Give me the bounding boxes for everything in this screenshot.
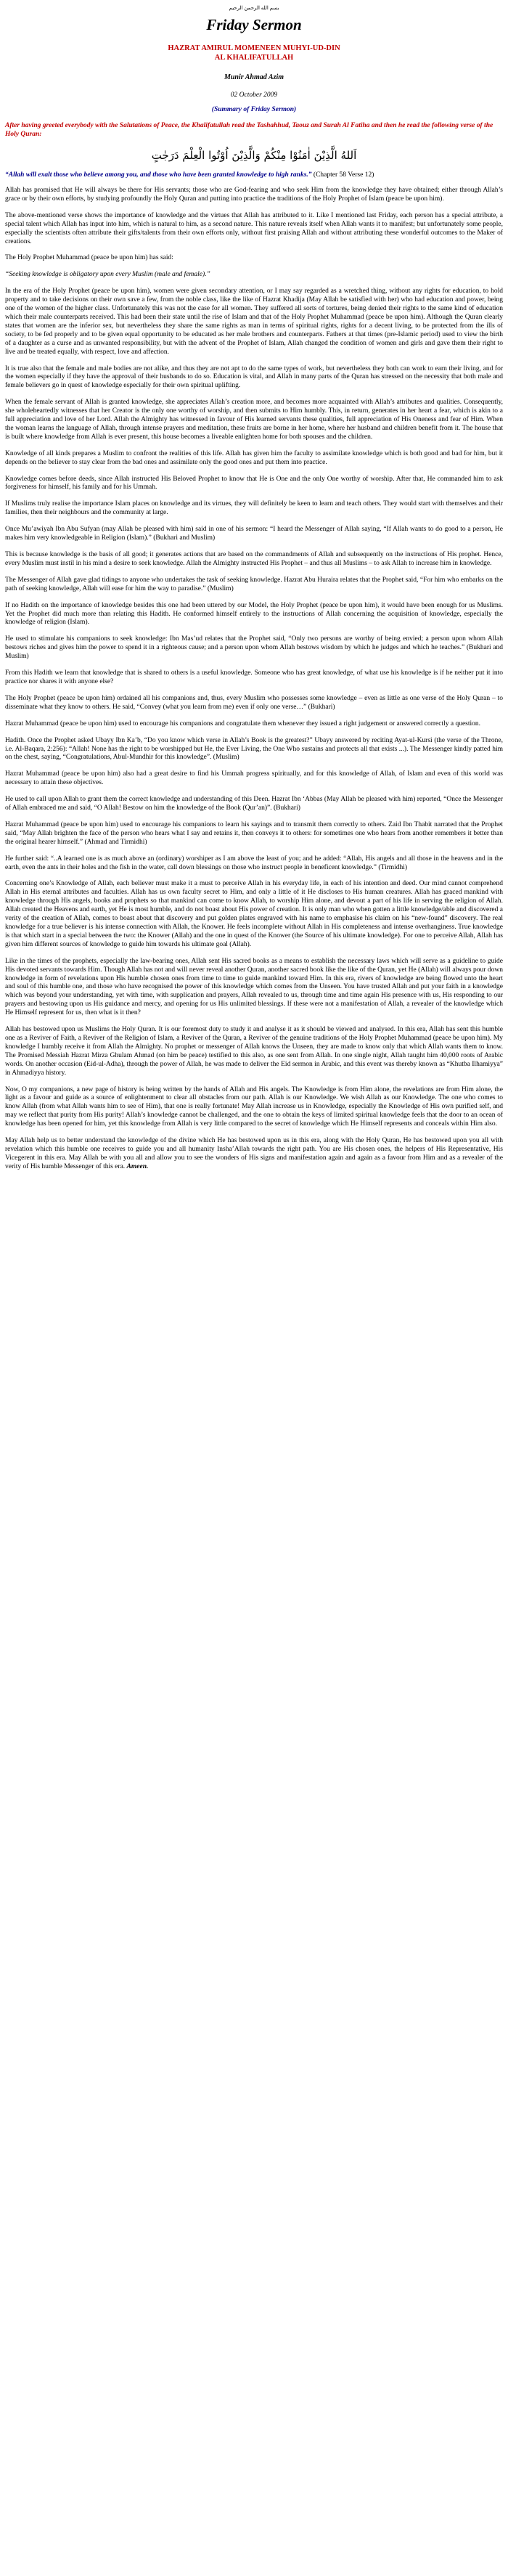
sermon-paragraph xyxy=(5,855,503,873)
sermon-paragraph xyxy=(5,476,503,493)
sermon-paragraph xyxy=(5,450,503,468)
sermon-paragraph xyxy=(5,880,503,949)
paragraph-text: Now, O my companions, a new page of history is being written by the hands of Allah and His angels. The Knowledge is from Him alone, the revelations are from Him alone, the light as a favour and guide as a source of enlightenment to clear all obstacles from our path. Allah is our Knowledge. We wish Allah as our Knowledge. The one who comes to know Allah (from what Allah wants him to see of Him), that one is really fortunate! May Allah increase us in Knowledge, especially the Knowledge of His own purified self, and may we reflect that purity from His purity! Allah’s knowledge cannot be challenged, and the one to obtain the keys of limited spiritual knowledge feels that the door to an ocean of knowledge has been opened for him, yet this knowledge from Allah is very little compared to the secret of knowledge which He Himself represents and conceals within Him also. xyxy=(5,1085,503,1128)
intro-paragraph: After having greeted everybody with the Salutations of Peace, the Khalifatullah read the Tashahhud, Taouz and Surah Al Fatiha and then he read the following verse of the Holy Quran: xyxy=(5,122,493,138)
paragraph-text: Allah has bestowed upon us Muslims the Holy Quran. It is our foremost duty to study it and analyse it as it should be viewed and analysed. In this era, Allah has sent this humble one as a Reviver of Faith, a Reviver of the Religion of Islam, a Reviver of the Quran, a Reviver of the genuine traditions of the Holy Prophet Muhammad (peace be upon him). My knowledge I humbly receive it from Allah the Almighty. No prophet or messenger of Allah knows the Unseen, they are made to know only that which Allah wants them to know. The Promised Messiah Hazrat Mirza Ghulam Ahmad (on him be peace) testified to this also, as one sent from Allah. In one single night, Allah taught him 40,000 roots of Arabic words. On another occasion (Eid-ul-Adha), through the power of Allah, he was made to deliver the Eid sermon in Arabic, and this event was thereby known as “Khutba Ilhamiyya” in Ahmadiyya history. xyxy=(5,1026,503,1077)
sermon-paragraph xyxy=(5,365,503,391)
sermon-paragraph xyxy=(5,500,503,518)
paragraph-text: Knowledge of all kinds prepares a Muslim to confront the realities of this life. Allah has given him the faculty to assimilate knowledge which is both good and bad for him, but it depends on the believer to stay clear from the bad ones and assimilate only the good ones and put them into practice. xyxy=(5,449,503,466)
paragraph-text: The above-mentioned verse shows the importance of knowledge and the virtues that Allah has attributed to it. Like I mentioned last Friday, each person has a special attribute, a special talent which Allah has input into him, which is natural to him, as a second nature. This nature reveals itself when Allah wants it to manifest; but unfortunately some people, especially the scientists often attribute their gifts/talents from their own efforts only, without first praising Allah and without attributing these wonderful outcomes to the Maker of creations. xyxy=(5,211,503,245)
paragraph-text: Knowledge comes before deeds, since Allah instructed His Beloved Prophet to know that He is One and the only One worthy of worship. After that, He commanded him to ask forgiveness for himself, his family and for his Ummah. xyxy=(5,475,503,492)
paragraph-text: The Holy Prophet (peace be upon him) ordained all his companions and, thus, every Muslim who possesses some knowledge – even as little as one verse of the Holy Quran – to disseminate what they know to others. He said, “Convey (what you learn from me) even if only one verse…” (Bukhari) xyxy=(5,694,503,711)
paragraph-text: This is because knowledge is the basis of all good; it generates actions that are based on the commandments of Allah and subsequently on the instructions of His prophet. Hence, every Muslim must instil in his mind a desire to seek knowledge. Allah the Almighty instructed His Prophet – and thus all Muslims – to ask Allah to increase him in knowledge. xyxy=(5,551,503,567)
bismillah: بسم الله الرحمن الرحيم xyxy=(229,5,279,11)
paragraph-text: May Allah help us to better understand the knowledge of the divine which He has bestowed upon us in this era, along with the Holy Quran, He has bestowed upon you all with revelation which this humble one receives to guide you and all humanity Insha’Allah towards the right path. You are His chosen ones, the helpers of His Representative, His Vicegerent in this era. May Allah be with you all and allow you to see the wonders of His signs and manifestation again and again as a favour from Him and as a revealer of the verity of His humble Messenger of this era. xyxy=(5,1137,503,1170)
paragraph-text: Hazrat Muhammad (peace be upon him) also had a great desire to find his Ummah progress spiritually, and for this knowledge of Allah, of Islam and even of this world was necessary to attain these objectives. xyxy=(5,770,503,787)
sermon-page xyxy=(5,0,503,1172)
subtitle-line-1: HAZRAT AMIRUL MOMENEEN MUHYI-UD-DIN xyxy=(168,44,340,52)
author-name: Munir Ahmad Azim xyxy=(224,73,284,81)
sermon-paragraph xyxy=(5,669,503,687)
sermon-paragraph xyxy=(5,551,503,568)
sermon-paragraph xyxy=(5,288,503,356)
sermon-paragraph xyxy=(5,796,503,813)
paragraph-text: Hazrat Muhammad (peace be upon him) used to encourage his companions and congratulate them whenever they issued a right judgement or answered correctly a question. xyxy=(5,720,481,727)
sermon-paragraph xyxy=(5,1086,503,1130)
subtitle-line-2: AL KHALIFATULLAH xyxy=(214,54,294,62)
sermon-paragraph xyxy=(5,271,503,280)
paragraph-text: Concerning one’s Knowledge of Allah, each believer must make it a must to perceive Allah in his everyday life, in each of his intention and deed. Our mind cannot comprehend Allah in His eternal attributes and faculties. Allah has us own faculty secret to Him, and only a little of it He discloses to His human creatures. Allah has graced mankind with knowledge through His angels, books and prophets so that mankind can come to know Allah, to worship Him alone, and devout a part of his life in serving the religion of Allah. Allah created the Heavens and earth, yet He is most humble, and do not boast about His power of creation. It is only man who when gotten a little knowledge/able and discovered a verity of the creation of Allah, comes to boast about that discovery and put golden plates engraved with his name to emphasise his claim on his “new-found” discovery. The real knowledge for a true believer is his intense connection with Allah, the Knower. He feels incomplete without Allah in His completeness and intense overhanginess. True knowledge is that which start in a special between the two: the Knower (Allah) and the one in quest of the Knower (the Source of his ultimate knowledge). For one to perceive Allah, Allah has given him different sources of knowledge to guide him towards his ultimate goal (Allah). xyxy=(5,880,503,948)
sermon-paragraph xyxy=(5,576,503,594)
verse-translation xyxy=(5,171,503,179)
verse-reference: (Chapter 58 Verse 12) xyxy=(311,171,374,179)
paragraph-text: If Muslims truly realise the importance Islam places on knowledge and its virtues, they will definitely be keen to learn and teach others. They would start with themselves and their families, then their neighbours and the community at large. xyxy=(5,500,503,517)
sermon-paragraph xyxy=(5,635,503,661)
summary-label: (Summary of Friday Sermon) xyxy=(211,106,297,113)
arabic-verse: اَللهُ الَّذِيْنَ اٰمَنُوْا مِنْكُمْ وَالَّذِيْنَ اُوْتُوا الْعِلْمَ دَرَجٰتٍ xyxy=(151,149,357,162)
paragraph-text: In the era of the Holy Prophet (peace be upon him), women were given secondary attention, or I may say regarded as a wretched thing, without any rights for education, to hold property and to take decisions on their own save a few, from the noble class, like the like of Hazrat Khadija (May Allah be satisfied with her) who had education and power, being one of the women of the higher class. Unfortunately this was not the case for all women. They suffered all sorts of tortures, being denied their rights to the same kind of education which their male counterparts received. This had been their state until the rise of Islam and that of the Holy Prophet Muhammad (peace be upon him). Although the Quran clearly states that women are the inferior sex, but nevertheless they share the same rights as man in terms of spiritual rights, rights for a decent living, to be protected from the ills of society, to be fed properly and to be given equal opportunity to be educated as her male brothers and counterparts. Fathers at that times (pre-Islamic period) used to view the birth of a daughter as a curse and as unwanted responsibility, but with the advent of the Prophet of Islam, Allah changed the condition of women and girls and gave them their right to live and be treated equally, with respect, love and affection. xyxy=(5,288,503,356)
sermon-paragraph xyxy=(5,695,503,712)
sermon-body xyxy=(5,187,503,1172)
sermon-paragraph xyxy=(5,770,503,788)
sermon-paragraph xyxy=(5,187,503,204)
paragraph-text: “Seeking knowledge is obligatory upon every Muslim (male and female).” xyxy=(5,271,210,279)
sermon-paragraph xyxy=(5,958,503,1018)
paragraph-text: It is true also that the female and male bodies are not alike, and thus they are not apt to do the same types of work, but nevertheless they both can work to earn their living, and for the women especially if they have the approval of their husbands to do so. Education is vital, and Allah in many parts of the Quran has stressed on the necessity that both male and female believers go in quest of knowledge especially for their own spiritual uplifting. xyxy=(5,364,503,390)
amen-text: Ameen. xyxy=(126,1162,149,1170)
sermon-paragraph xyxy=(5,821,503,847)
paragraph-text: Like in the times of the prophets, especially the law-bearing ones, Allah sent His sacred books as a means to establish the necessary laws which will serve as a guideline to guide His devoted servants towards Him. Though Allah has not and will never reveal another Quran, another sacred book like the like of the Quran, yet He (Allah) will always pour down knowledge in form of revelations upon His humble chosen ones from time to time to guide mankind toward Him. In this era, rivers of knowledge are being flowed unto the heart and soul of this humble one, and those who have recognised the power of this knowledge which comes from the Unseen. You have trusted Allah and put your faith in a knowledge which was beyond your understanding, yet with time, with supplication and prayers, Allah revealed to us, through time and time again His presence with us, His responding to our prayers and bestowing upon us His guidance and mercy, and opening for us His unlimited blessings. If these were not a manifestation of Allah, a revealer of the knowledge which He Himself represent for us, then what is it then? xyxy=(5,957,503,1017)
sermon-date: 02 October 2009 xyxy=(230,91,278,99)
paragraph-text: The Messenger of Allah gave glad tidings to anyone who undertakes the task of seeking knowledge. Hazrat Abu Huraira relates that the Prophet said, “For him who embarks on the path of seeking knowledge, Allah will ease for him the way to paradise.” (Muslim) xyxy=(5,576,503,592)
paragraph-text: He used to stimulate his companions to seek knowledge: Ibn Mas’ud relates that the Prophet said, “Only two persons are worthy of being envied; a person upon whom Allah bestows riches and gives him the power to spend it in a righteous cause; and a person upon whom Allah bestows wisdom by which he judges and which he teaches.” (Bukhari and Muslim) xyxy=(5,635,503,661)
sermon-paragraph xyxy=(5,1137,503,1172)
paragraph-text: Hadith. Once the Prophet asked Ubayy Ibn Ka’b, “Do you know which verse in Allah’s Book is the greatest?” Ubayy answered by reciting Ayat-ul-Kursi (the verse of the Throne, i.e. Al-Baqara, 2:256): “Allah! None has the right to be worshipped but He, the Ever Living, the One Who sustains and protects all that exists ...). The Messenger kindly patted him on the chest, saying, “Congratulations, Abul-Mundhir for this knowledge”. (Muslim) xyxy=(5,736,503,762)
paragraph-text: From this Hadith we learn that knowledge that is shared to others is a useful knowledge. Someone who has great knowledge, of what use his knowledge is if he neither put it into practice nor shares it with anyone else? xyxy=(5,669,503,685)
sermon-paragraph xyxy=(5,254,503,263)
paragraph-text: Allah has promised that He will always be there for His servants; those who are God-fearing and who seek Him from the knowledge they have obtained; either through Allah’s grace or by their own efforts, by studying profoundly the Holy Quran and putting into practice the traditions of the Holy Prophet of Islam (peace be upon him). xyxy=(5,187,503,203)
sermon-paragraph xyxy=(5,720,503,729)
paragraph-text: He used to call upon Allah to grant them the correct knowledge and understanding of this Deen. Hazrat Ibn ‘Abbas (May Allah be pleased with him) reported, “Once the Messenger of Allah embraced me and said, “O Allah! Bestow on him the knowledge of the Book (Qur’an)”. (Bukhari) xyxy=(5,796,503,812)
page-title: Friday Sermon xyxy=(206,16,302,33)
paragraph-text: When the female servant of Allah is granted knowledge, she appreciates Allah’s creation more, and becomes more acquainted with Allah’s attributes and qualities. Consequently, she wholeheartedly witnesses that her Creator is the only one worthy of worship, and then submits to Him humbly. This, in return, generates in her heart a fear, which is akin to a full appreciation and love of her Lord. Allah the Almighty has witnessed in favour of His learned servants these qualities, full appreciation of His Oneness and fear of Him. When the woman learns the language of Allah, through intense prayers and meditation, these fruits are borne in her home, where her husband and children benefit from it. The house that is built where knowledge from Allah is ever present, this house becomes a liveable enlighten home for both spouses and the children. xyxy=(5,399,503,441)
paragraph-text: If no Hadith on the importance of knowledge besides this one had been uttered by our Model, the Holy Prophet (peace be upon him), it would have been enough for us Muslims. Yet the Prophet did much more than relating this Hadith. He conformed himself entirely to the instructions of Allah concerning the acquisition of knowledge, especially the knowledge of religion (Islam). xyxy=(5,601,503,627)
sermon-paragraph xyxy=(5,399,503,442)
sermon-paragraph xyxy=(5,1026,503,1077)
paragraph-text: Once Mu’awiyah Ibn Abu Sufyan (may Allah be pleased with him) said in one of his sermon: “I heard the Messenger of Allah saying, “If Allah wants to do good to a person, He makes him very knowledgeable in Religion (Islam).” (Bukhari and Muslim) xyxy=(5,526,503,542)
verse-text: “Allah will exalt those who believe among you, and those who have been granted knowledge to high ranks.” xyxy=(5,171,312,179)
sermon-paragraph xyxy=(5,212,503,247)
sermon-paragraph xyxy=(5,526,503,543)
paragraph-text: The Holy Prophet Muhammad (peace be upon him) has said: xyxy=(5,254,173,262)
paragraph-text: He further said: “..A learned one is as much above an (ordinary) worshiper as I am above the least of you; and he added: “Allah, His angels and all those in the heavens and in the earth, even the ants in their holes and the fish in the water, call down blessings on those who instruct people in beneficent knowledge.” (Tirmidhi) xyxy=(5,855,503,871)
sermon-paragraph xyxy=(5,602,503,628)
paragraph-text: Hazrat Muhammad (peace be upon him) used to encourage his companions to learn his sayings and to transmit them correctly to others. Zaid Ibn Thabit narrated that the Prophet said, “May Allah brighten the face of the person who hears what I say and retains it, then conveys it to others: for sometimes one who hears from another remembers it better than the original hearer himself.” (Ahmad and Tirmidhi) xyxy=(5,820,503,846)
sermon-paragraph xyxy=(5,737,503,763)
